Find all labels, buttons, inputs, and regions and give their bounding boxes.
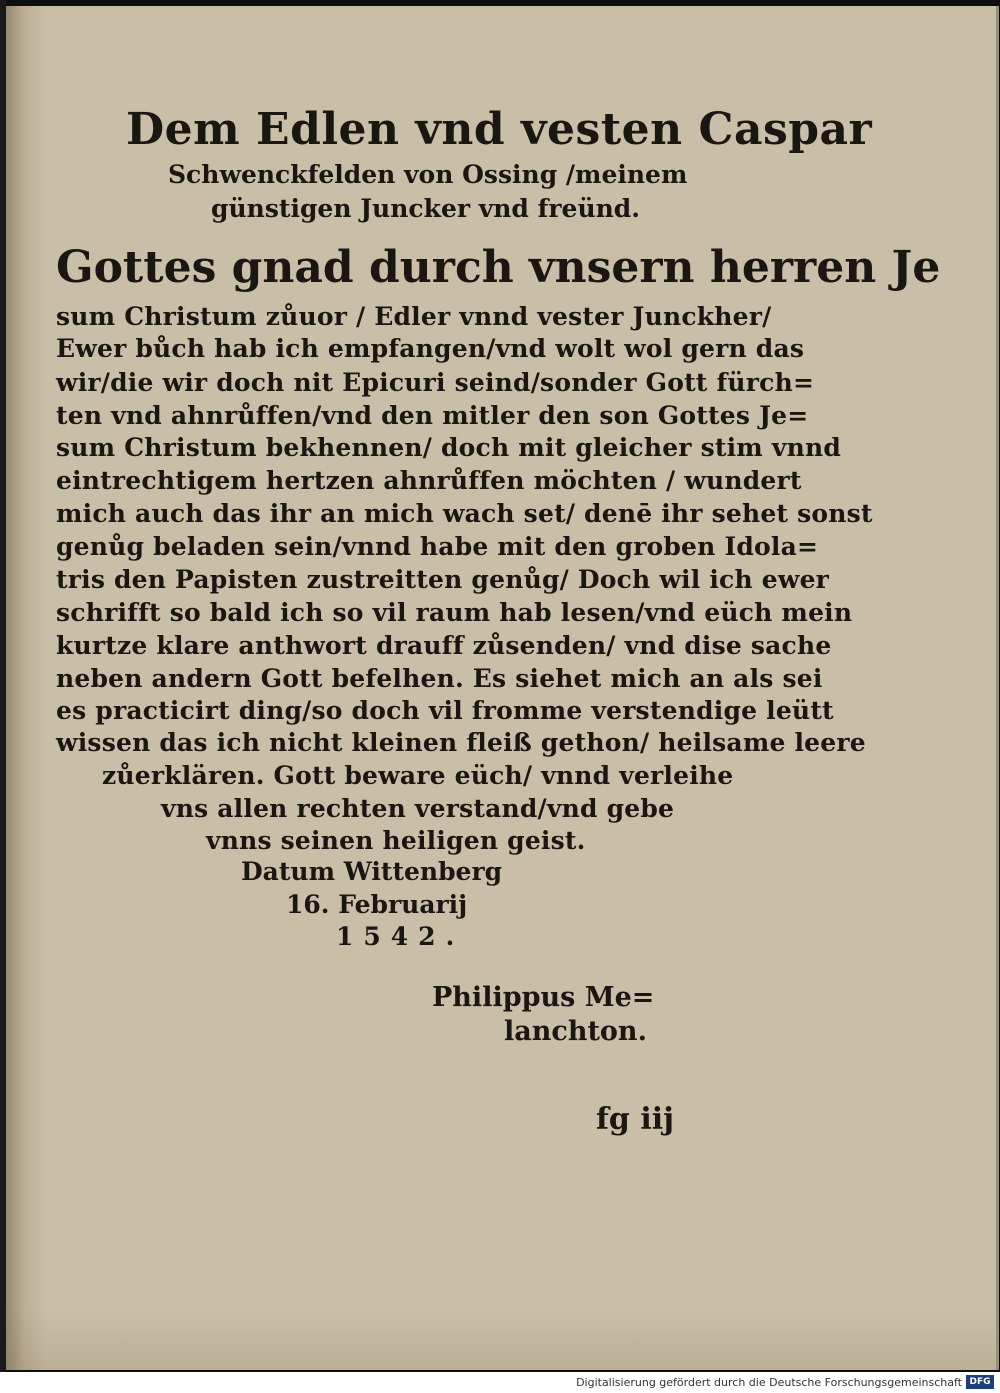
body-line-4: wir/die wir doch nit Epicuri seind/sonder Gott fürch= [56, 368, 815, 397]
dedication-subtitle-1: Schwenckfelden von Ossing /meinem [168, 160, 688, 189]
signature-mark: fg iij [596, 1102, 674, 1137]
book-page [6, 6, 999, 1370]
closing-date: 16. Februarij [286, 890, 468, 919]
signature-line-2: lanchton. [504, 1016, 647, 1047]
body-line-1: Gottes gnad durch vnsern herren Je [56, 242, 941, 293]
funding-notice: Digitalisierung gefördert durch die Deutsche Forschungsgemeinschaft [576, 1376, 962, 1389]
dedication-title: Dem Edlen vnd vesten Caspar [126, 104, 873, 155]
body-line-18: vnns seinen heiligen geist. [206, 826, 586, 855]
body-line-8: mich auch das ihr an mich wach set/ denē ihr sehet sonst [56, 499, 873, 528]
closing-year: 1542. [336, 922, 465, 951]
body-line-14: es practicirt ding/so doch vil fromme verstendige leütt [56, 696, 834, 725]
body-line-17: vns allen rechten verstand/vnd gebe [161, 794, 675, 823]
body-line-11: schrifft so bald ich so vil raum hab lesen/vnd eüch mein [56, 598, 853, 627]
body-line-13: neben andern Gott befelhen. Es siehet mich an als sei [56, 664, 823, 693]
body-line-6: sum Christum bekhennen/ doch mit gleicher stim vnnd [56, 433, 842, 462]
dfg-logo: DFG [966, 1375, 994, 1389]
dedication-subtitle-2: günstigen Juncker vnd freünd. [211, 194, 640, 223]
signature-line-1: Philippus Me= [432, 982, 655, 1013]
body-line-12: kurtze klare anthwort drauff zůsenden/ vnd dise sache [56, 631, 832, 660]
body-line-5: ten vnd ahnrůffen/vnd den mitler den son Gottes Je= [56, 401, 809, 430]
body-line-10: tris den Papisten zustreitten genůg/ Doch wil ich ewer [56, 565, 830, 594]
body-line-9: genůg beladen sein/vnnd habe mit den groben Idola= [56, 532, 819, 561]
body-line-2: sum Christum zůuor / Edler vnnd vester Junckher/ [56, 302, 772, 331]
body-line-15: wissen das ich nicht kleinen fleiß gethon/ heilsame leere [56, 728, 866, 757]
body-line-3: Ewer bůch hab ich empfangen/vnd wolt wol gern das [56, 334, 805, 363]
closing-place: Datum Wittenberg [241, 857, 503, 886]
body-line-16: zůerklären. Gott beware eüch/ vnnd verleihe [102, 761, 734, 790]
body-line-7: eintrechtigem hertzen ahnrůffen möchten / wundert [56, 466, 802, 495]
